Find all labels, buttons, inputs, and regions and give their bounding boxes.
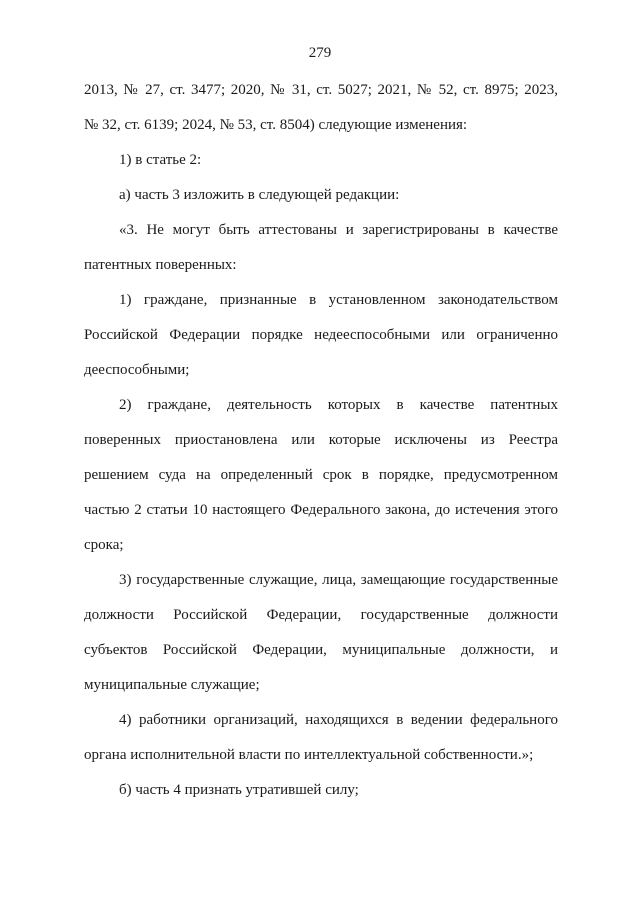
text-line: органа исполнительной власти по интеллектуальной собственности.»; bbox=[84, 747, 534, 763]
text-line: должности Российской Федерации, государственные должности bbox=[84, 607, 558, 623]
text-line: частью 2 статьи 10 настоящего Федерального закона, до истечения этого bbox=[84, 502, 558, 518]
text-line: субъектов Российской Федерации, муниципальные должности, и bbox=[84, 642, 558, 658]
list-item-4: 4) работники организаций, находящихся в ведении федерального bbox=[119, 712, 558, 728]
text-line: срока; bbox=[84, 537, 124, 553]
text-line: Российской Федерации порядке недееспособными или ограниченно bbox=[84, 327, 558, 343]
text-line: поверенных приостановлена или которые исключены из Реестра bbox=[84, 432, 558, 448]
list-item-part-3: а) часть 3 изложить в следующей редакции: bbox=[119, 187, 400, 203]
text-line: решением суда на определенный срок в порядке, предусмотренном bbox=[84, 467, 558, 483]
text-line: «3. Не могут быть аттестованы и зарегистрированы в качестве bbox=[119, 222, 558, 238]
text-line: дееспособными; bbox=[84, 362, 190, 378]
text-line: 2013, № 27, ст. 3477; 2020, № 31, ст. 5027; 2021, № 52, ст. 8975; 2023, bbox=[84, 82, 558, 98]
text-line: муниципальные служащие; bbox=[84, 677, 260, 693]
list-item-3: 3) государственные служащие, лица, замещающие государственные bbox=[119, 572, 558, 588]
list-item-2: 2) граждане, деятельность которых в качестве патентных bbox=[119, 397, 558, 413]
page-number: 279 bbox=[308, 45, 332, 61]
document-body bbox=[84, 73, 558, 808]
list-item-part-4: б) часть 4 признать утратившей силу; bbox=[119, 782, 359, 798]
list-item-article-2: 1) в статье 2: bbox=[119, 152, 202, 168]
text-line: № 32, ст. 6139; 2024, № 53, ст. 8504) следующие изменения: bbox=[84, 117, 468, 133]
list-item-1: 1) граждане, признанные в установленном законодательством bbox=[119, 292, 558, 308]
text-line: патентных поверенных: bbox=[84, 257, 237, 273]
